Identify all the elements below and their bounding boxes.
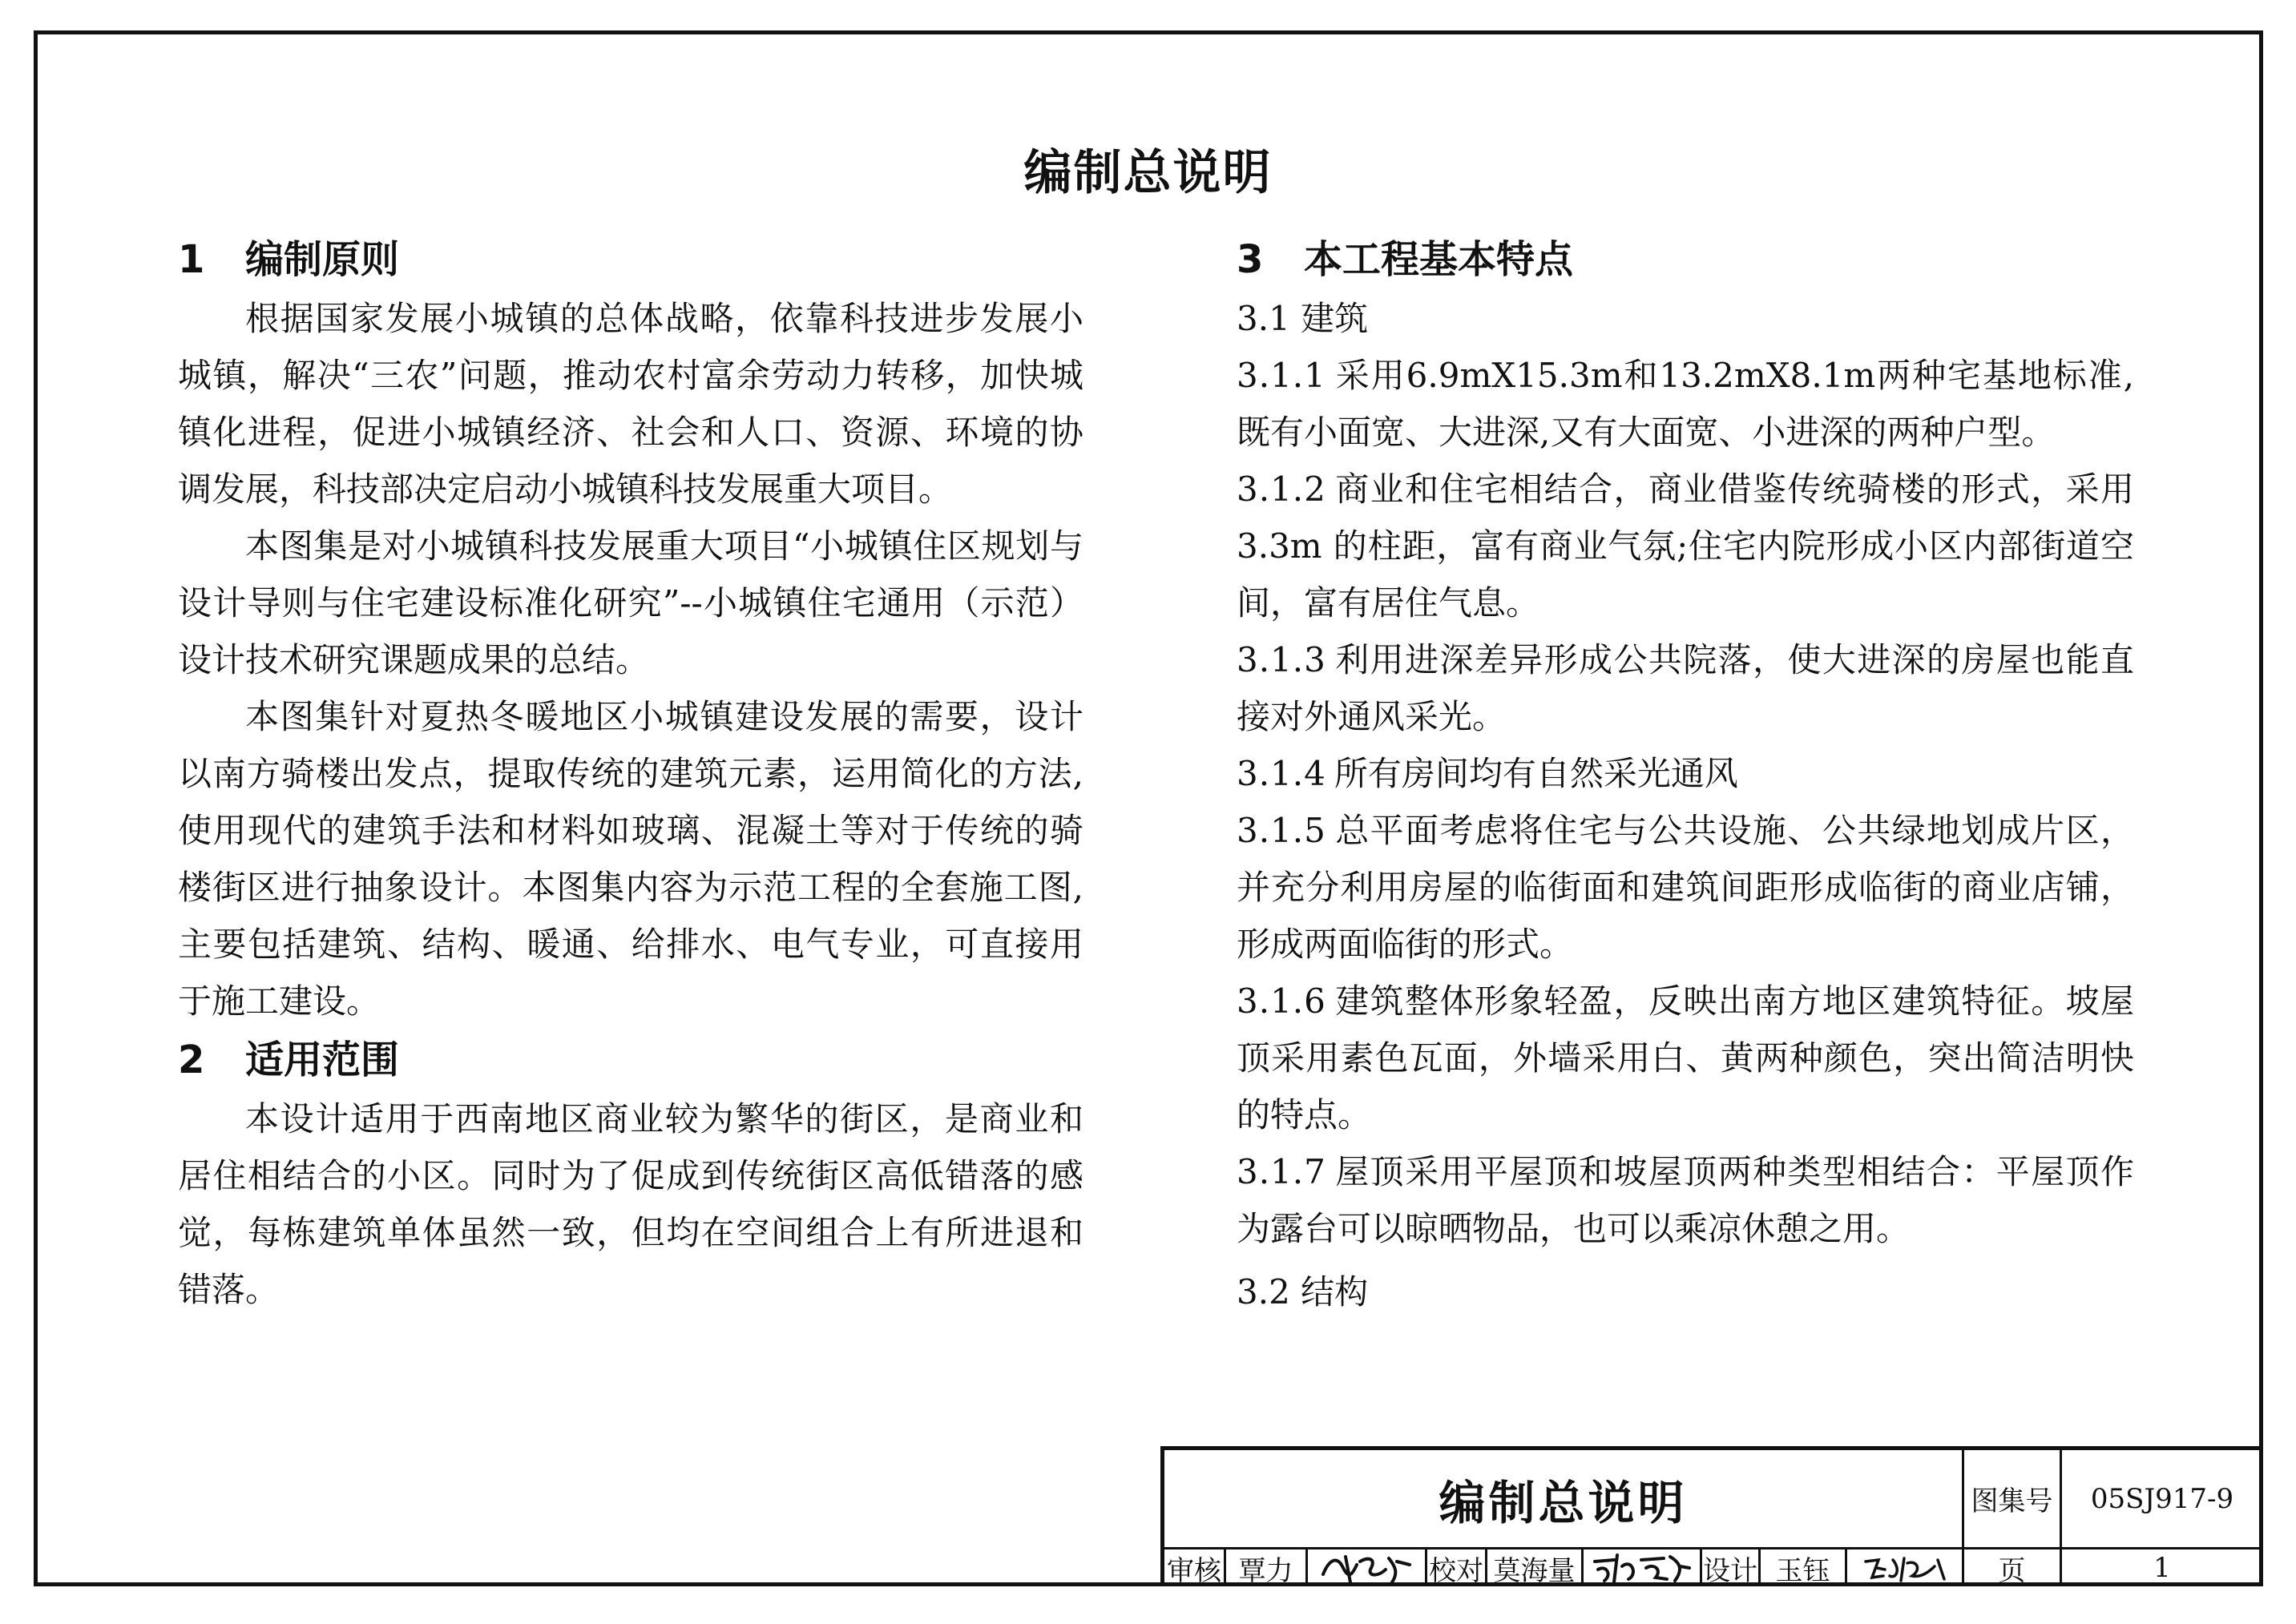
section-2-paragraph: 本设计适用于西南地区商业较为繁华的街区，是商业和居住相结合的小区。同时为了促成到传统街区高低错落的感觉，每栋建筑单体虽然一致，但均在空间组合上有所进退和错落。 bbox=[178, 1099, 1083, 1309]
section-1-paragraph: 本图集针对夏热冬暖地区小城镇建设发展的需要，设计以南方骑楼出发点，提取传统的建筑元素，运用简化的方法,使用现代的建筑手法和材料如玻璃、混凝土等对于传统的骑楼街区进行抽象设计。本图集内容为示范工程的全套施工图,主要包括建筑、结构、暖通、给排水、电气专业，可直接用于施工建设。 bbox=[178, 697, 1083, 1021]
section-3-heading bbox=[1237, 229, 2134, 290]
section-1-number: 1 bbox=[178, 237, 205, 282]
item-number: 3.1.6 bbox=[1237, 981, 1326, 1021]
check-label: 校对 bbox=[1429, 1554, 1483, 1587]
section-1-heading bbox=[178, 229, 1083, 290]
item-text: 建筑整体形象轻盈，反映出南方地区建筑特征。坡屋顶采用素色瓦面，外墙采用白、黄两种颜色，突出简洁明快的特点。 bbox=[1237, 981, 2134, 1134]
section-1-paragraph: 根据国家发展小城镇的总体战略，依靠科技进步发展小城镇，解决“三农”问题，推动农村富余劳动力转移，加快城镇化进程，促进小城镇经济、社会和人口、资源、环境的协调发展，科技部决定启动小城镇科技发展重大项目。 bbox=[178, 299, 1083, 509]
reviewer-name: 覃力 bbox=[1238, 1554, 1293, 1587]
signature-icon bbox=[1861, 1552, 1949, 1584]
item-text: 利用进深差异形成公共院落，使大进深的房屋也能直接对外通风采光。 bbox=[1237, 640, 2134, 736]
checker-name: 莫海量 bbox=[1493, 1554, 1576, 1587]
item-3-1-5 bbox=[1237, 802, 2134, 973]
design-label: 设计 bbox=[1703, 1554, 1757, 1587]
item-number: 3.1.7 bbox=[1237, 1152, 1326, 1191]
item-3-1-2 bbox=[1237, 461, 2134, 631]
section-2-heading bbox=[178, 1030, 1083, 1090]
signature-icon bbox=[1318, 1550, 1414, 1586]
item-number: 3.1.4 bbox=[1237, 754, 1326, 793]
right-column bbox=[1237, 229, 2134, 1320]
title-block-title: 编制总说明 bbox=[1439, 1476, 1688, 1530]
item-number: 3.1.5 bbox=[1237, 811, 1326, 850]
item-text: 商业和住宅相结合，商业借鉴传统骑楼的形式，采用3.3m 的柱距，富有商业气氛;住宅内院形成小区内部街道空间，富有居住气息。 bbox=[1237, 469, 2134, 623]
item-3-1-4 bbox=[1237, 745, 2134, 802]
item-number: 3.1.1 bbox=[1237, 356, 1326, 395]
reviewer-signature bbox=[1308, 1549, 1425, 1586]
designer-signature bbox=[1847, 1549, 1962, 1586]
section-2-number: 2 bbox=[178, 1038, 205, 1082]
title-block bbox=[1160, 1446, 2263, 1586]
item-number: 3.1.3 bbox=[1237, 640, 1326, 679]
section-3-title: 本工程基本特点 bbox=[1304, 237, 1574, 282]
review-label: 审核 bbox=[1167, 1554, 1221, 1587]
page-label: 页 bbox=[1998, 1554, 2026, 1587]
item-text: 总平面考虑将住宅与公共设施、公共绿地划成片区，并充分利用房屋的临街面和建筑间距形成临街的商业店铺，形成两面临街的形式。 bbox=[1237, 811, 2134, 964]
checker-signature bbox=[1584, 1549, 1700, 1586]
atlas-number-label: 图集号 bbox=[1971, 1485, 2053, 1517]
page-number: 1 bbox=[2153, 1552, 2171, 1584]
atlas-number: 05SJ917-9 bbox=[2090, 1482, 2234, 1515]
section-1-paragraph: 本图集是对小城镇科技发展重大项目“小城镇住区规划与设计导则与住宅建设标准化研究”--小城镇住宅通用（示范）设计技术研究课题成果的总结。 bbox=[178, 526, 1083, 679]
designer-name: 玉钰 bbox=[1775, 1554, 1830, 1587]
signature-icon bbox=[1590, 1550, 1694, 1586]
item-text: 采用6.9mX15.3m和13.2mX8.1m两种宅基地标准,既有小面宽、大进深,又有大面宽、小进深的两种户型。 bbox=[1237, 356, 2134, 452]
item-text: 所有房间均有自然采光通风 bbox=[1334, 754, 1738, 793]
item-3-1-7 bbox=[1237, 1143, 2134, 1257]
subsection-3-2-heading: 3.2 结构 bbox=[1237, 1272, 1369, 1312]
subsection-3-1-heading: 3.1 建筑 bbox=[1237, 299, 1369, 338]
page-title: 编制总说明 bbox=[1023, 145, 1273, 201]
section-2-title: 适用范围 bbox=[245, 1038, 400, 1082]
item-number: 3.1.2 bbox=[1237, 469, 1326, 509]
item-3-1-3 bbox=[1237, 631, 2134, 745]
section-1-title: 编制原则 bbox=[245, 237, 400, 282]
section-3-number: 3 bbox=[1237, 237, 1264, 282]
item-3-1-6 bbox=[1237, 973, 2134, 1143]
item-text: 屋顶采用平屋顶和坡屋顶两种类型相结合：平屋顶作为露台可以晾晒物品，也可以乘凉休憩之用。 bbox=[1237, 1152, 2134, 1248]
left-column bbox=[178, 229, 1083, 1318]
item-3-1-1 bbox=[1237, 347, 2134, 461]
